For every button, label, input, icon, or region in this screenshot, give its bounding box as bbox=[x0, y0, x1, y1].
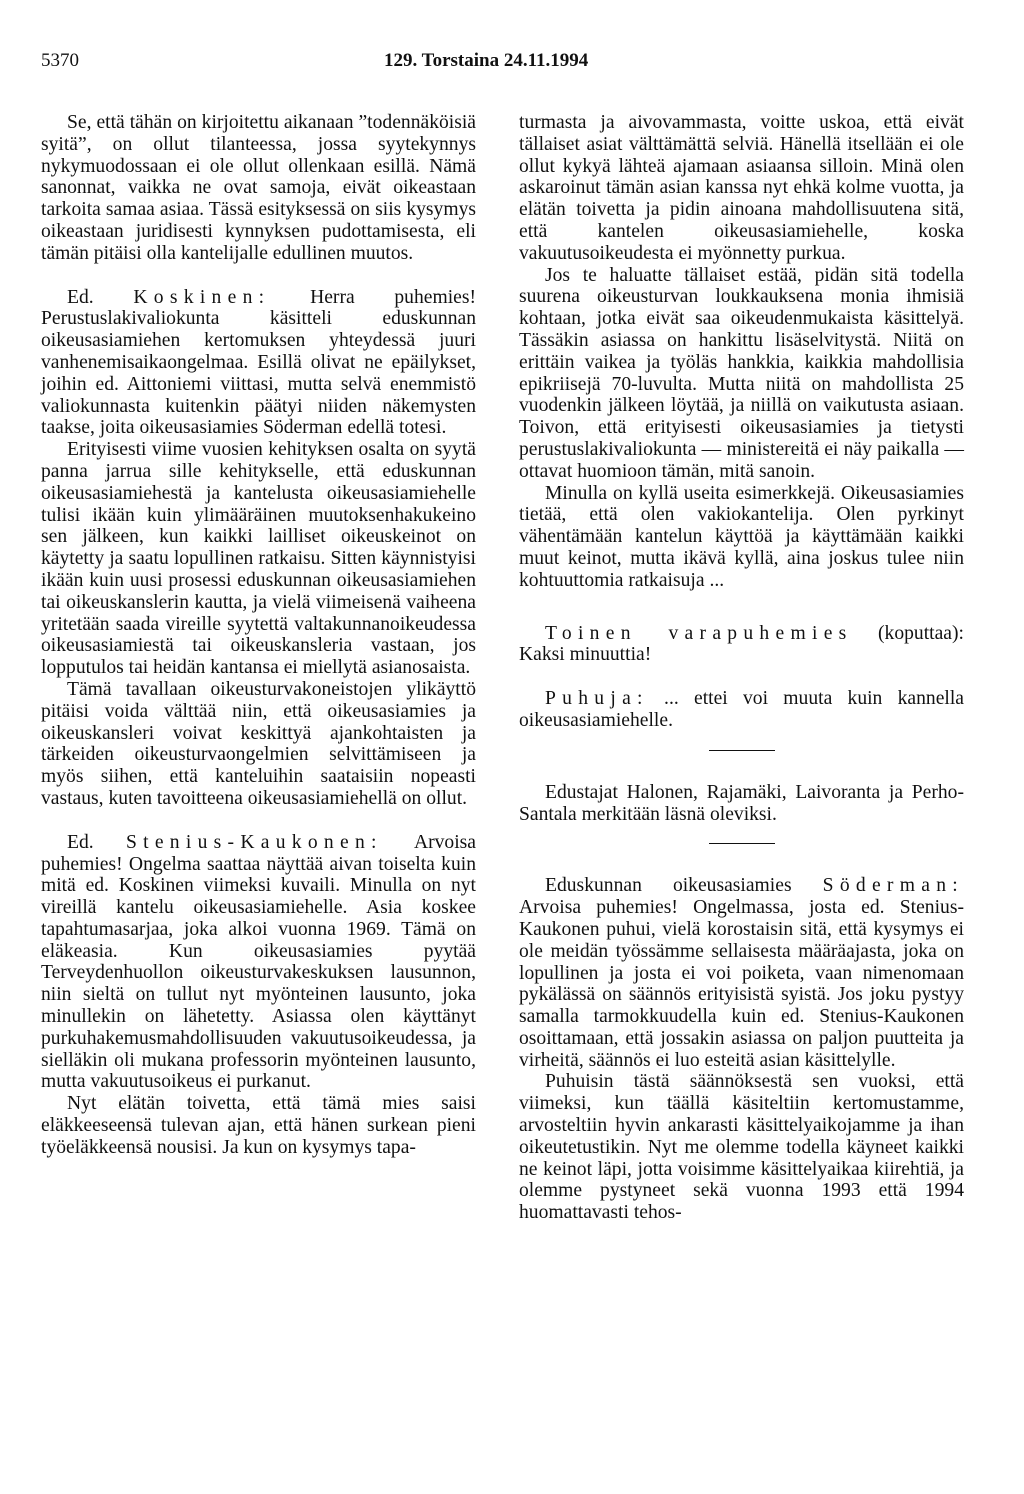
paragraph: Se, että tähän on kirjoitettu aikanaan ”todennäköisiä syitä”, on ollut tilanteessa, jossa syytekynnys nykymuodossaan ei ole ollut ollenkaan esillä. Nämä sanonnat, vaikka ne ovat samoja, eivät oikeastaan tarkoita samaa asiaa. Tässä esityksessä on siis kysymys oikeastaan juridisesti kynnyksen pudottamisesta, eli tämän pitäisi olla kantelijalle edullinen muutos. bbox=[41, 112, 476, 264]
speaker-name: Toinen varapuhemies bbox=[545, 622, 853, 644]
speech-soderman: Eduskunnan oikeusasiamies Söderman: Arvoisa puhemies! Ongelmassa, josta ed. Stenius-Kaukonen puhui, vielä korostaisin sitä, että kysymys ei ole meidän työssämme sellaisesta määräajasta, joka on lopullinen ja josta ei voi poiketa, vaan nimenomaan pykälässä on säännös erityisistä syistä. Jos joku pystyy samalla tarmokkuudella kuin ed. Stenius-Kaukonen osoittamaan, että jossakin asiassa on paljon puutteita ja virheitä, säännös ei luo esteitä asian käsittelylle. bbox=[519, 875, 964, 1071]
left-column bbox=[41, 112, 476, 1159]
attendance-note: Edustajat Halonen, Rajamäki, Laivoranta ja Perho-Santala merkitään läsnä oleviksi. bbox=[519, 781, 964, 825]
right-column bbox=[519, 112, 964, 1224]
running-head: 129. Torstaina 24.11.1994 bbox=[384, 50, 589, 71]
section-divider bbox=[709, 843, 775, 844]
paragraph: turmasta ja aivovammasta, voitte uskoa, että eivät tällaiset asiat välttämättä selviä. Hänellä itsellään ei ole ollut kykyä lähteä ajamaan asiaansa silloin. Minä olen askaroinut tämän asian kanssa nyt ehkä kolme vuotta, ja elätän toivetta ja pidin ainoana mahdollisuutena sitä, että kantelen oikeusasiamiehelle, koska vakuutusoikeudesta ei myönnetty purkua. bbox=[519, 112, 964, 264]
speaker-name: Puhuja: bbox=[545, 688, 649, 710]
paragraph: Jos te haluatte tällaiset estää, pidän sitä todella suurena oikeusturvan loukkauksena monia ihmisiä kohtaan, jotka eivät saa oikeudenmukaista käsittelyä. Tässäkin asiassa on hankittu lisäselvitystä. Niitä on erittäin vaikea ja työläs hankkia, kaikkia mahdollisia epikriisejä 70-luvulta. Mutta niitä on mahdollista 25 vuodenkin jälkeen löytää, ja niillä on vaikutusta asiaan. Toivon, että erityisesti oikeusasiamies ja tietysti perustuslakivaliokunta — ministereitä ei näy paikalla — ottavat huomioon tämän, mitä sanoin. bbox=[519, 264, 964, 482]
speaker-name: Koskinen: bbox=[133, 286, 271, 308]
section-divider bbox=[709, 750, 775, 751]
speech-varapuhemies: Toinen varapuhemies (koputtaa): Kaksi minuuttia! bbox=[519, 622, 964, 666]
speech-koskinen: Ed. Koskinen: Herra puhemies! Perustuslakivaliokunta käsitteli eduskunnan oikeusasiamiehen kertomuksen yhteydessä juuri vanhenemisaikaongelmaa. Esillä olivat ne epäilykset, joihin ed. Aittoniemi viittasi, mutta selvä enemmistö valiokunnasta kuitenkin päätyi niiden näkemysten taakse, joita oikeusasiamies Söderman edellä totesi. bbox=[41, 286, 476, 439]
paragraph: Tämä tavallaan oikeusturvakoneistojen ylikäyttö pitäisi voida välttää niin, että oikeusasiamies ja oikeuskansleri voivat keskittyä ajankohtaisten ja tärkeiden oikeusturvaongelmien selvittämiseen ja myös siihen, että kanteluihin saataisiin nopeasti vastaus, kuten tavoitteena oikeusasiamiehellä on ollut. bbox=[41, 678, 476, 809]
paragraph: Minulla on kyllä useita esimerkkejä. Oikeusasiamies tietää, että olen vakiokantelija. Olen pyrkinyt vähentämään kantelun käyttöä ja käyttämään kaikki muut keinot, mutta ikävä kyllä, aina joskus tulee niin kohtuuttomia ratkaisuja ... bbox=[519, 482, 964, 591]
speaker-name: Stenius-Kaukonen: bbox=[125, 831, 383, 853]
paragraph: Puhuisin tästä säännöksestä sen vuoksi, että viimeksi, kun täällä käsiteltiin kertomustamme, arvosteltiin hyvin ankarasti käsittelyaikojamme ja ihan oikeutetustikin. Nyt me olemme todella käyneet kaikki ne keinot läpi, jotta voisimme käsittelyaikaa kiirehtiä, ja olemme pystyneet sekä vuonna 1993 että 1994 huomattavasti tehos- bbox=[519, 1071, 964, 1224]
page-number: 5370 bbox=[41, 50, 79, 71]
speaker-name: Söderman: bbox=[822, 875, 964, 897]
speech-puhuja: Puhuja: ... ettei voi muuta kuin kannella oikeusasiamiehelle. bbox=[519, 688, 964, 731]
paragraph: Nyt elätän toivetta, että tämä mies saisi eläkkeeseensä tulevan ajan, että hänen surkean pieni työeläkkeensä nousisi. Ja kun on kysymys tapa- bbox=[41, 1093, 476, 1158]
paragraph: Erityisesti viime vuosien kehityksen osalta on syytä panna jarrua sille kehitykselle, että eduskunnan oikeusasiamiehestä ja kantelusta oikeusasiamiehelle tulisi ikään kuin ylimääräinen muutoksenhakukeino sen jälkeen, kun kaikki lailliset oikeuskeinot on käytetty ja saatu lopullinen ratkaisu. Sitten käynnistyisi ikään kuin uusi prosessi eduskunnan oikeusasiamiehen tai oikeuskanslerin kautta, ja vielä viimeisenä vaiheena yritetään saada vireille syytettä valtakunnanoikeudessa oikeusasiamiestä tai oikeuskansleria vastaan, jos lopputulos tai heidän kantansa ei miellytä asianosaista. bbox=[41, 439, 476, 679]
speech-stenius-kaukonen: Ed. Stenius-Kaukonen: Arvoisa puhemies! Ongelma saattaa näyttää aivan toiselta kuin mitä ed. Koskinen viimeksi kuvaili. Minulla on nyt vireillä kantelu oikeusasiamiehelle. Asia koskee tapahtumasarjaa, joka alkoi vuonna 1969. Tämä on eläkeasia. Kun oikeusasiamies pyytää Terveydenhuollon oikeusturvakeskuksen lausunnon, niin sieltä on tullut nyt myönteinen lausunto, joka minullekin on lähetetty. Asiassa olen käyttänyt purkuhakemusmahdollisuuden vakuutusoikeudessa, ja sielläkin oli mukana professorin myönteinen lausunto, mutta vakuutusoikeus ei purkanut. bbox=[41, 831, 476, 1093]
